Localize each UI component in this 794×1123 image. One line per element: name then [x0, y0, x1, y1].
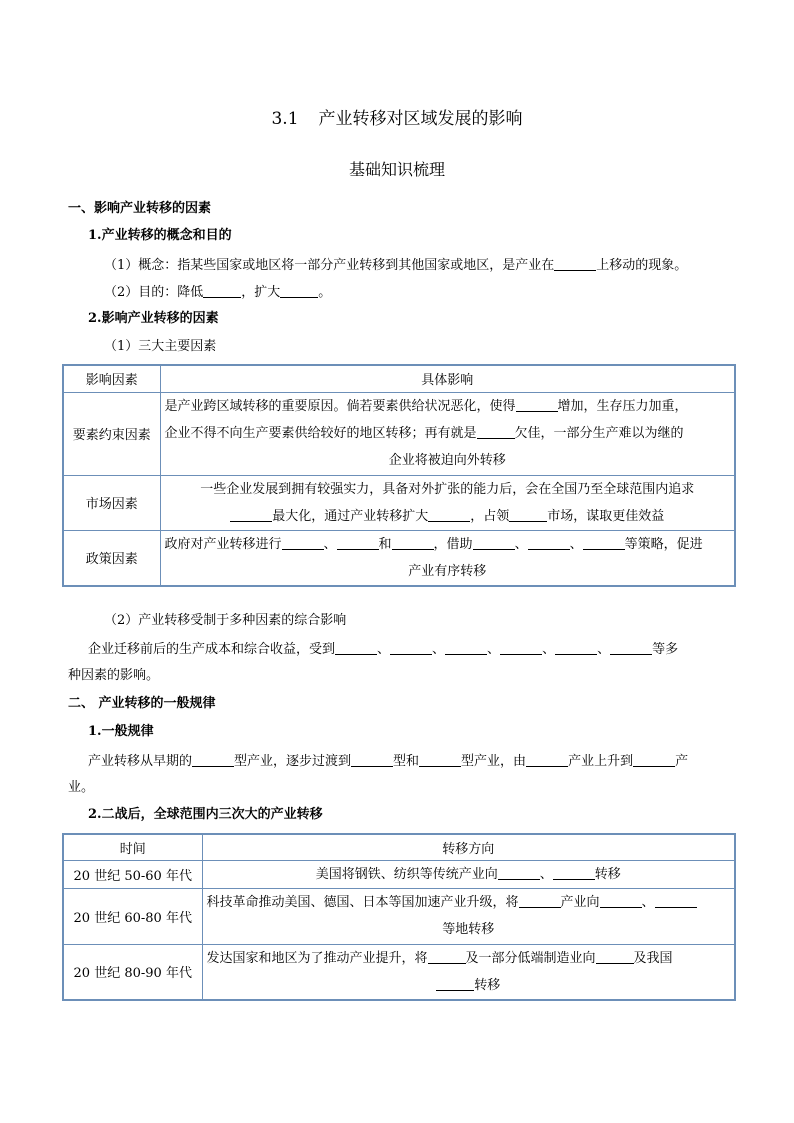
period-cell: 20 世纪 60-80 年代 — [63, 888, 202, 944]
table-row — [63, 944, 735, 1000]
blank-field — [528, 535, 570, 550]
table-header-cell: 影响因素 — [63, 365, 160, 392]
factor-name: 要素约束因素 — [63, 392, 160, 475]
blank-field — [230, 507, 272, 522]
table-row — [63, 392, 735, 475]
blank-field — [392, 535, 434, 550]
factor-name: 政策因素 — [63, 530, 160, 586]
blank-field — [428, 507, 470, 522]
blank-field — [553, 865, 595, 880]
factor-name: 市场因素 — [63, 475, 160, 530]
blank-field — [583, 535, 625, 550]
blank-field — [203, 283, 241, 298]
blank-field — [351, 752, 393, 767]
direction-cell: 科技革命推动美国、德国、日本等国加速产业升级，将 产业向 、 等地转移 — [202, 888, 735, 944]
blank-field — [428, 949, 466, 964]
table-header-cell: 具体影响 — [160, 365, 735, 392]
blank-field — [516, 397, 558, 412]
blank-field — [596, 949, 634, 964]
section-1-1-heading: 1.产业转移的概念和目的 — [88, 228, 232, 243]
blank-field — [473, 535, 515, 550]
section-1-heading: 一、影响产业转移的因素 — [68, 201, 212, 216]
blank-field — [600, 893, 642, 908]
direction-cell: 美国将钢铁、纺织等传统产业向 、 转移 — [202, 860, 735, 888]
blank-field — [655, 893, 697, 908]
combined-label: （2）产业转移受制于多种因素的综合影响 — [104, 613, 347, 628]
period-cell: 20 世纪 80-90 年代 — [63, 944, 202, 1000]
rule-line-2: 业。 — [68, 780, 95, 795]
blank-field — [555, 640, 597, 655]
concept-line: （1）概念：指某些国家或地区将一部分产业转移到其他国家或地区，是产业在 上移动的现象。 — [104, 258, 688, 273]
table-row — [63, 475, 735, 530]
blank-field — [519, 893, 561, 908]
title-text: 产业转移对区域发展的影响 — [318, 109, 523, 129]
table-header-row — [63, 365, 735, 392]
blank-field — [445, 640, 487, 655]
blank-field — [554, 256, 596, 271]
blank-field — [526, 752, 568, 767]
table-row — [63, 860, 735, 888]
blank-field — [500, 640, 542, 655]
section-2-1-heading: 1.一般规律 — [88, 724, 154, 739]
combined-line: 企业迁移前后的生产成本和综合收益，受到 、 、 、 、 、 等多 — [88, 642, 679, 657]
factors-label: （1）三大主要因素 — [104, 339, 217, 354]
blank-field — [633, 752, 675, 767]
page-subtitle: 基础知识梳理 — [348, 160, 445, 179]
blank-field — [498, 865, 540, 880]
factor-detail: 政府对产业转移进行 、 和 ，借助 、 、 等策略，促进 产业有序转移 — [160, 530, 735, 586]
title-number: 3.1 — [271, 109, 299, 129]
table-header-cell: 转移方向 — [202, 834, 735, 860]
blank-field — [337, 535, 379, 550]
section-2-2-heading: 2.二战后，全球范围内三次大的产业转移 — [88, 807, 323, 822]
blank-field — [477, 424, 515, 439]
blank-field — [280, 283, 318, 298]
blank-field — [419, 752, 461, 767]
table-header-cell: 时间 — [63, 834, 202, 860]
blank-field — [335, 640, 377, 655]
blank-field — [390, 640, 432, 655]
combined-line-2: 种因素的影响。 — [68, 668, 160, 683]
direction-cell: 发达国家和地区为了推动产业提升，将 及一部分低端制造业向 及我国 转移 — [202, 944, 735, 1000]
purpose-line: （2）目的：降低 ，扩大 。 — [104, 285, 332, 300]
factor-detail: 是产业跨区域转移的重要原因。倘若要素供给状况恶化，使得 增加，生存压力加重， 企业不得不向生产要素供给较好的地区转移；再有就是 欠佳，一部分生产难以为继的 企业将被迫向外转移 — [160, 392, 735, 475]
blank-field — [192, 752, 234, 767]
factors-table — [62, 364, 736, 587]
period-cell: 20 世纪 50-60 年代 — [63, 860, 202, 888]
rule-line: 产业转移从早期的 型产业，逐步过渡到 型和 型产业，由 产业上升到 产 — [88, 754, 689, 769]
table-row — [63, 530, 735, 586]
blank-field — [282, 535, 324, 550]
factor-detail: 一些企业发展到拥有较强实力，具备对外扩张的能力后，会在全国乃至全球范围内追求 最大化，通过产业转移扩大 ，占领 市场，谋取更佳效益 — [160, 475, 735, 530]
table-header-row — [63, 834, 735, 860]
blank-field — [509, 507, 547, 522]
section-1-2-heading: 2.影响产业转移的因素 — [88, 311, 219, 326]
page-title — [0, 104, 794, 129]
section-2-heading: 二、 产业转移的一般规律 — [68, 696, 216, 711]
transfer-table — [62, 833, 736, 1001]
table-row — [63, 888, 735, 944]
blank-field — [436, 976, 474, 991]
blank-field — [610, 640, 652, 655]
